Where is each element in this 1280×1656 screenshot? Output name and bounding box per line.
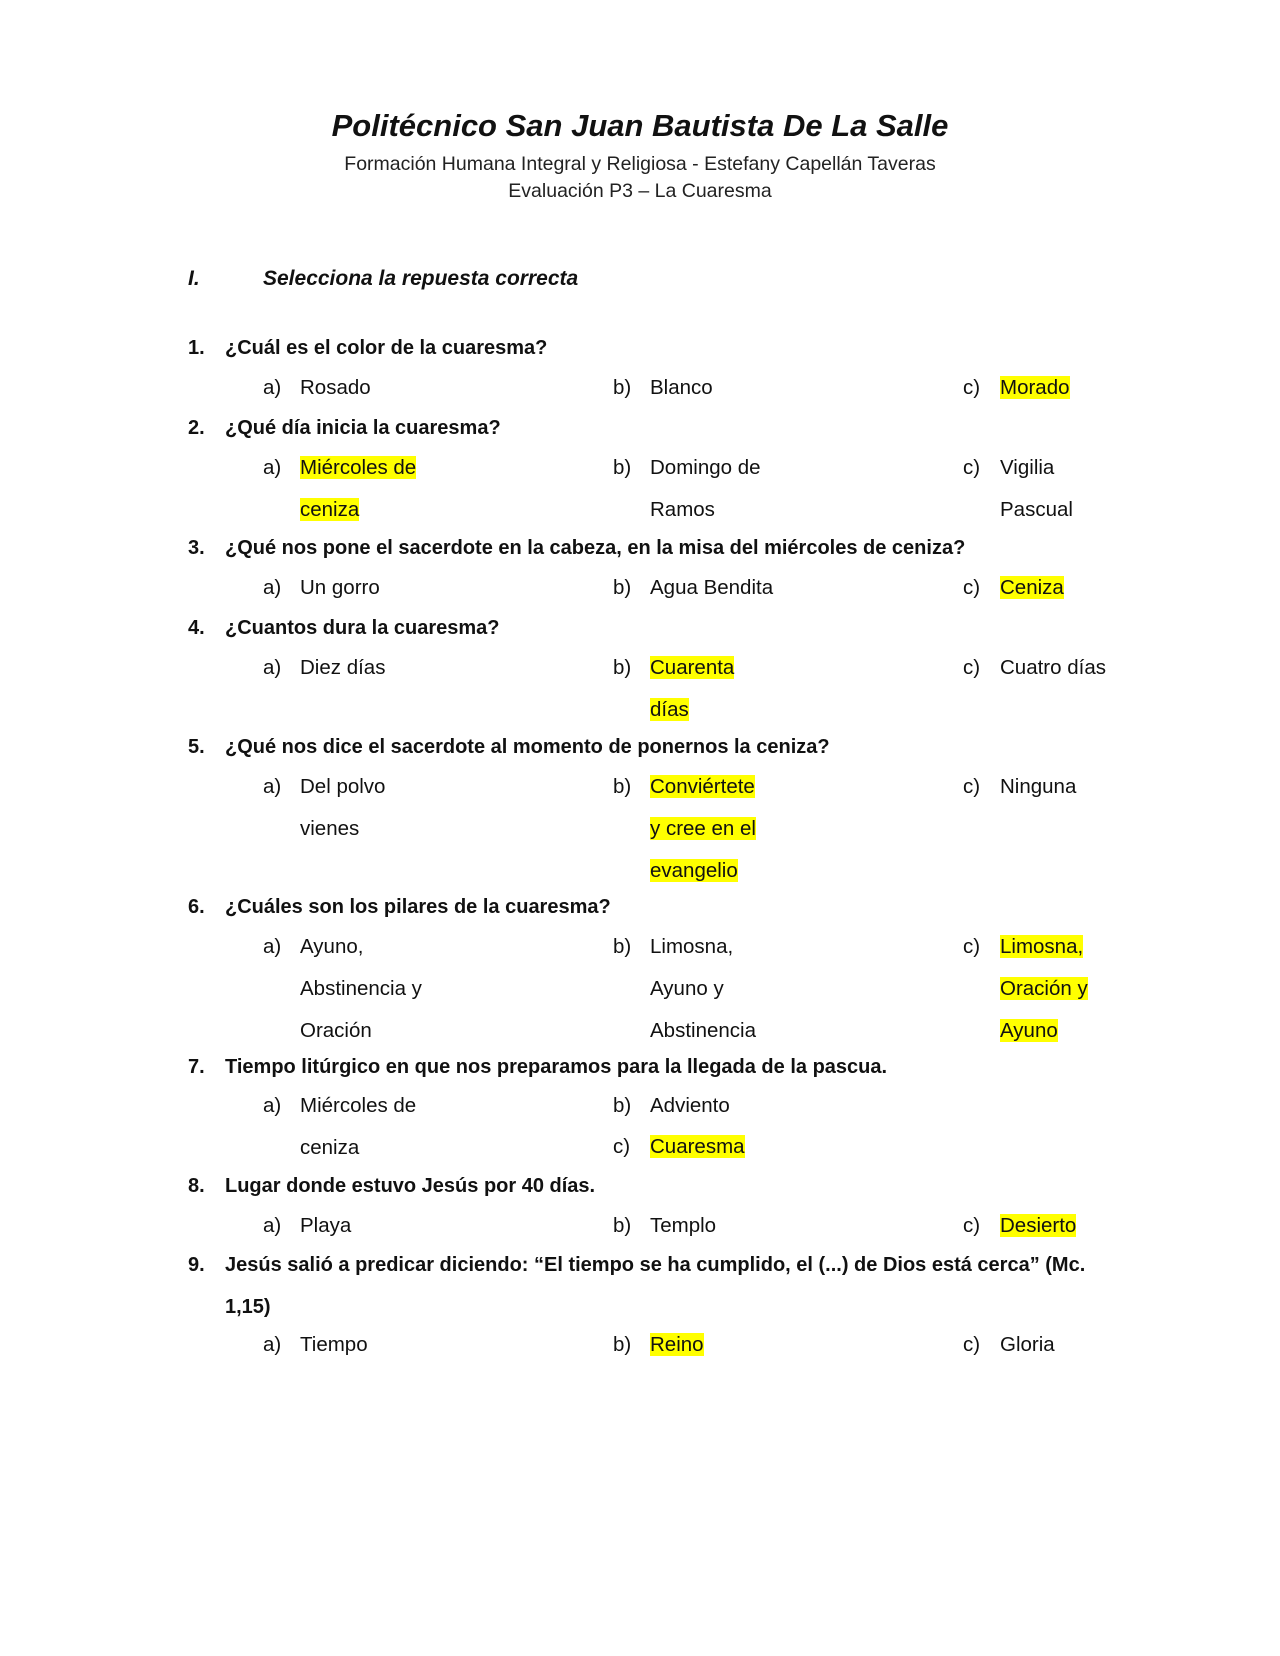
option-text — [1000, 367, 1140, 409]
option-letter: c) — [963, 376, 981, 399]
highlighted-answer-line: Limosna, — [1000, 935, 1084, 958]
highlighted-answer-line: Reino — [650, 1333, 704, 1356]
question-number: 4. — [188, 617, 205, 639]
option-letter: b) — [613, 935, 632, 958]
option-text — [1000, 567, 1140, 609]
highlighted-answer-line: Miércoles de — [300, 456, 417, 479]
highlighted-answer-line: y cree en el — [650, 817, 756, 840]
answer-line: Domingo de — [650, 456, 761, 479]
question-number: 9. — [188, 1254, 205, 1276]
highlighted-answer-line: Morado — [1000, 376, 1070, 399]
option-text — [300, 367, 440, 409]
option-letter: a) — [263, 376, 282, 399]
answer-line: Agua Bendita — [650, 576, 774, 599]
option-letter: b) — [613, 456, 632, 479]
highlighted-answer-line: Ceniza — [1000, 576, 1064, 599]
option-text — [300, 1324, 440, 1366]
option-text — [300, 647, 440, 689]
option-text — [1000, 1324, 1140, 1366]
option-letter: c) — [963, 935, 981, 958]
option-letter: a) — [263, 935, 282, 958]
option-letter: c) — [963, 775, 981, 798]
option-text — [1000, 447, 1140, 531]
answer-line: Abstinencia y — [300, 977, 422, 1000]
option-text — [650, 766, 790, 892]
option-letter: c) — [963, 1333, 981, 1356]
question-text: ¿Cuantos dura la cuaresma? — [225, 617, 500, 639]
option-letter: a) — [263, 1214, 282, 1237]
question-number: 2. — [188, 417, 205, 439]
option-text — [1000, 926, 1140, 1052]
option-text — [1000, 766, 1140, 808]
option-letter: a) — [263, 456, 282, 479]
question-number: 6. — [188, 896, 205, 918]
option-letter: a) — [263, 1333, 282, 1356]
evaluation-subtitle: Evaluación P3 – La Cuaresma — [508, 180, 772, 202]
option-text — [650, 1126, 790, 1168]
option-text — [300, 567, 440, 609]
option-letter: b) — [613, 656, 632, 679]
highlighted-answer-line: evangelio — [650, 859, 738, 882]
answer-line: Diez días — [300, 656, 386, 679]
question-text: Lugar donde estuvo Jesús por 40 días. — [225, 1175, 596, 1197]
option-letter: c) — [963, 656, 981, 679]
answer-line: Templo — [650, 1214, 717, 1237]
question-number: 5. — [188, 736, 205, 758]
option-letter: c) — [613, 1135, 631, 1158]
option-text — [300, 926, 440, 1052]
answer-line: Gloria — [1000, 1333, 1055, 1356]
option-letter: a) — [263, 656, 282, 679]
question-text: ¿Qué día inicia la cuaresma? — [225, 417, 501, 439]
option-text — [650, 647, 790, 731]
option-text — [650, 447, 790, 531]
question-number: 1. — [188, 337, 205, 359]
answer-line: Limosna, — [650, 935, 734, 958]
option-letter: b) — [613, 576, 632, 599]
answer-line: ceniza — [300, 1136, 360, 1159]
highlighted-answer-line: ceniza — [300, 498, 360, 521]
answer-line: Tiempo — [300, 1333, 368, 1356]
option-text — [650, 926, 790, 1052]
question-text: Tiempo litúrgico en que nos preparamos para la llegada de la pascua. — [225, 1056, 888, 1078]
answer-line: Miércoles de — [300, 1094, 417, 1117]
option-text — [300, 1205, 440, 1247]
option-text — [1000, 1205, 1140, 1247]
highlighted-answer-line: Oración y — [1000, 977, 1088, 1000]
answer-line: Ayuno, — [300, 935, 364, 958]
answer-line: Cuatro días — [1000, 656, 1106, 679]
option-letter: b) — [613, 1214, 632, 1237]
highlighted-answer-line: Cuarenta — [650, 656, 735, 679]
option-text — [650, 1205, 790, 1247]
option-letter: a) — [263, 775, 282, 798]
document-title: Politécnico San Juan Bautista De La Salle — [331, 108, 949, 143]
question-text: ¿Qué nos dice el sacerdote al momento de ponernos la ceniza? — [225, 736, 830, 758]
highlighted-answer-line: días — [650, 698, 689, 721]
option-letter: c) — [963, 456, 981, 479]
highlighted-answer-line: Desierto — [1000, 1214, 1077, 1237]
answer-line: Del polvo — [300, 775, 386, 798]
option-text — [650, 367, 790, 409]
question-number: 7. — [188, 1056, 205, 1078]
option-letter: a) — [263, 1094, 282, 1117]
option-letter: b) — [613, 1333, 632, 1356]
option-text — [300, 447, 440, 531]
question-text: Jesús salió a predicar diciendo: “El tiempo se ha cumplido, el (...) de Dios está cerca” (Mc. 1,15) — [225, 1254, 1086, 1318]
option-letter: c) — [963, 576, 981, 599]
question-number: 3. — [188, 537, 205, 559]
question-text: ¿Cuál es el color de la cuaresma? — [225, 337, 548, 359]
answer-line: Ayuno y — [650, 977, 724, 1000]
option-letter: b) — [613, 376, 632, 399]
section-number: I. — [188, 267, 200, 290]
highlighted-answer-line: Ayuno — [1000, 1019, 1058, 1042]
option-text — [650, 567, 790, 609]
question-number: 8. — [188, 1175, 205, 1197]
answer-line: Blanco — [650, 376, 713, 399]
answer-line: Ninguna — [1000, 775, 1077, 798]
answer-line: Pascual — [1000, 498, 1073, 521]
option-text — [650, 1085, 790, 1127]
course-subtitle: Formación Humana Integral y Religiosa - Estefany Capellán Taveras — [344, 153, 936, 175]
highlighted-answer-line: Cuaresma — [650, 1135, 745, 1158]
option-letter: b) — [613, 1094, 632, 1117]
highlighted-answer-line: Conviértete — [650, 775, 755, 798]
question-text: ¿Cuáles son los pilares de la cuaresma? — [225, 896, 611, 918]
answer-line: Adviento — [650, 1094, 730, 1117]
answer-line: Un gorro — [300, 576, 380, 599]
option-text — [1000, 647, 1140, 689]
answer-line: Rosado — [300, 376, 371, 399]
option-text — [300, 1085, 440, 1169]
section-title: Selecciona la repuesta correcta — [263, 267, 579, 290]
answer-line: Oración — [300, 1019, 372, 1042]
option-letter: a) — [263, 576, 282, 599]
answer-line: Ramos — [650, 498, 715, 521]
answer-line: vienes — [300, 817, 360, 840]
option-text — [650, 1324, 790, 1366]
option-text — [300, 766, 440, 850]
question-text: ¿Qué nos pone el sacerdote en la cabeza, en la misa del miércoles de ceniza? — [225, 537, 966, 559]
option-letter: c) — [963, 1214, 981, 1237]
answer-line: Playa — [300, 1214, 352, 1237]
option-letter: b) — [613, 775, 632, 798]
answer-line: Abstinencia — [650, 1019, 756, 1042]
answer-line: Vigilia — [1000, 456, 1055, 479]
